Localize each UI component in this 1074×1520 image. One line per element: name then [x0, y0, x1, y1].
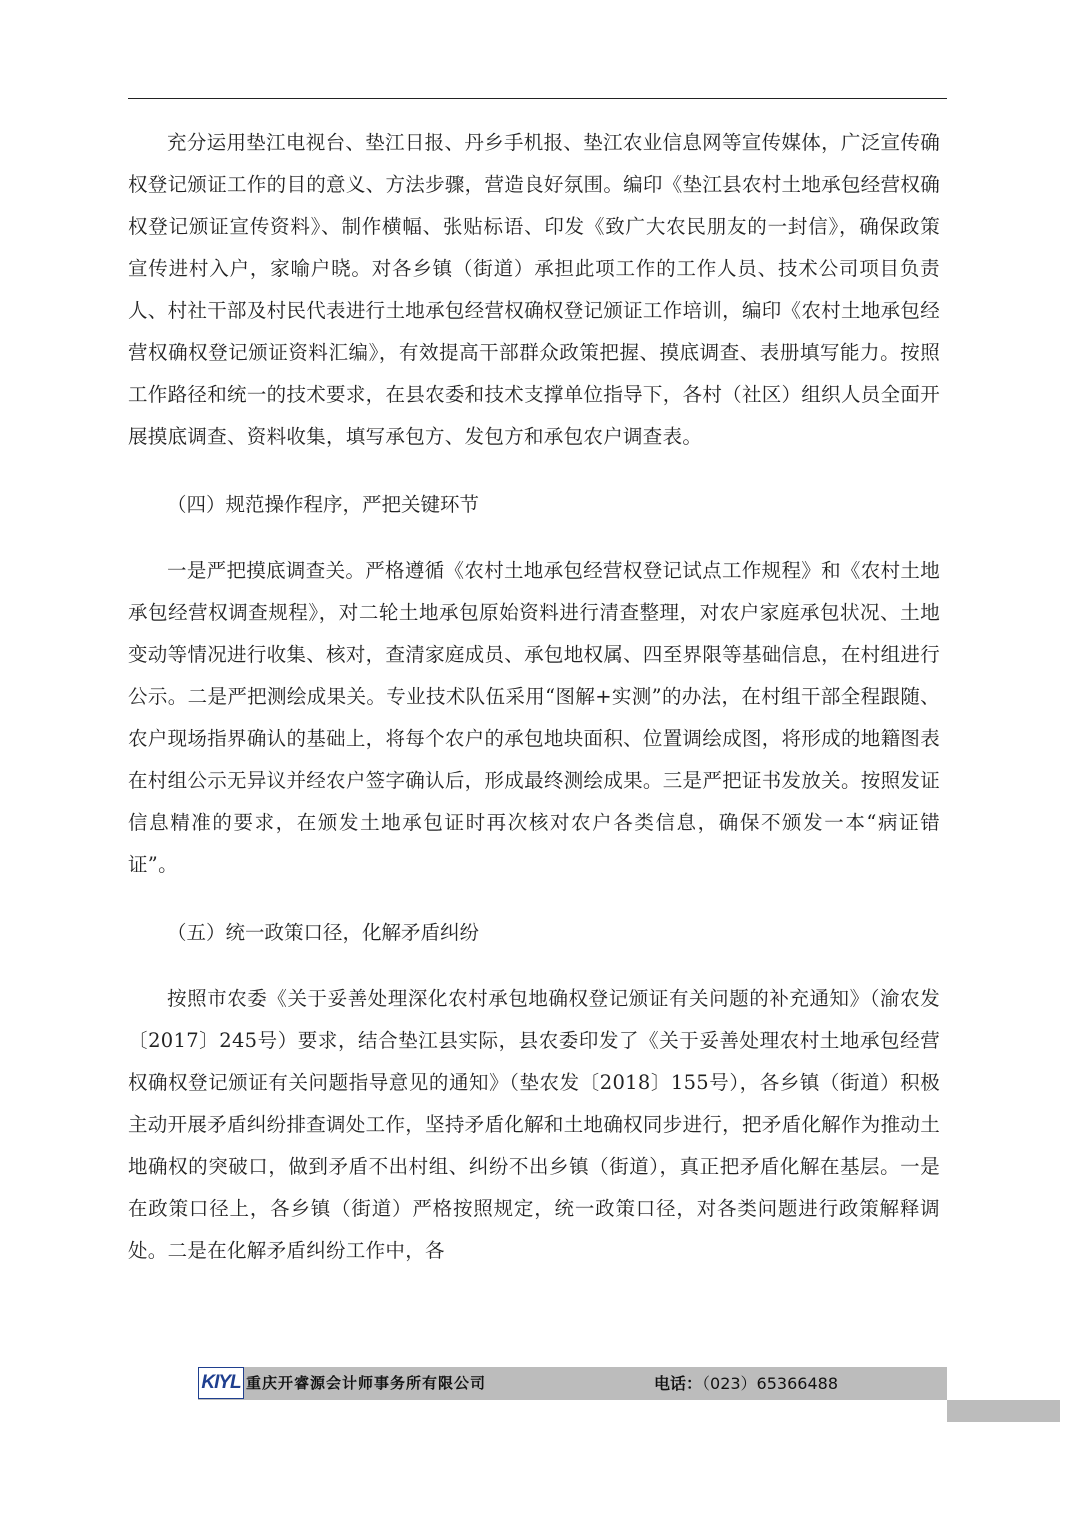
footer-company-name: 重庆开睿源会计师事务所有限公司 [246, 1374, 487, 1392]
document-body [128, 122, 940, 1272]
footer-phone [654, 1371, 838, 1394]
company-logo: KIYL [198, 1367, 244, 1399]
header-rule [128, 98, 947, 99]
footer-phone-number: （023）65366488 [702, 1374, 838, 1393]
paragraph-disputes: 按照市农委《关于妥善处理深化农村承包地确权登记颁证有关问题的补充通知》（渝农发〔2017〕245号）要求，结合垫江县实际，县农委印发了《关于妥善处理农村土地承包经营权确权登记颁证有关问题指导意见的通知》（垫农发〔2018〕155号），各乡镇（街道）积极主动开展矛盾纠纷排查调处工作，坚持矛盾化解和土地确权同步进行，把矛盾化解作为推动土地确权的突破口，做到矛盾不出村组、纠纷不出乡镇（街道），真正把矛盾化解在基层。一是在政策口径上，各乡镇（街道）严格按照规定，统一政策口径，对各类问题进行政策解释调处。二是在化解矛盾纠纷工作中，各 [128, 987, 940, 1262]
section-heading-4: （四）规范操作程序，严把关键环节 [167, 493, 480, 516]
paragraph-publicity: 充分运用垫江电视台、垫江日报、丹乡手机报、垫江农业信息网等宣传媒体，广泛宣传确权登记颁证工作的目的意义、方法步骤，营造良好氛围。编印《垫江县农村土地承包经营权确权登记颁证宣传资料》、制作横幅、张贴标语、印发《致广大农民朋友的一封信》，确保政策宣传进村入户，家喻户晓。对各乡镇（街道）承担此项工作的工作人员、技术公司项目负责人、村社干部及村民代表进行土地承包经营权确权登记颁证工作培训，编印《农村土地承包经营权确权登记颁证资料汇编》，有效提高干部群众政策把握、摸底调查、表册填写能力。按照工作路径和统一的技术要求，在县农委和技术支撑单位指导下，各村（社区）组织人员全面开展摸底调查、资料收集，填写承包方、发包方和承包农户调查表。 [128, 131, 940, 448]
section-heading-5: （五）统一政策口径，化解矛盾纠纷 [167, 921, 480, 944]
footer-bar-accent [947, 1400, 1060, 1422]
paragraph-procedures: 一是严把摸底调查关。严格遵循《农村土地承包经营权登记试点工作规程》和《农村土地承包经营权调查规程》，对二轮土地承包原始资料进行清查整理，对农户家庭承包状况、土地变动等情况进行收集、核对，查清家庭成员、承包地权属、四至界限等基础信息，在村组进行公示。二是严把测绘成果关。专业技术队伍采用“图解+实测”的办法，在村组干部全程跟随、农户现场指界确认的基础上，将每个农户的承包地块面积、位置调绘成图，将形成的地籍图表在村组公示无异议并经农户签字确认后，形成最终测绘成果。三是严把证书发放关。按照发证信息精准的要求，在颁发土地承包证时再次核对农户各类信息，确保不颁发一本“病证错证”。 [128, 559, 940, 876]
footer-phone-label: 电话： [654, 1374, 703, 1393]
